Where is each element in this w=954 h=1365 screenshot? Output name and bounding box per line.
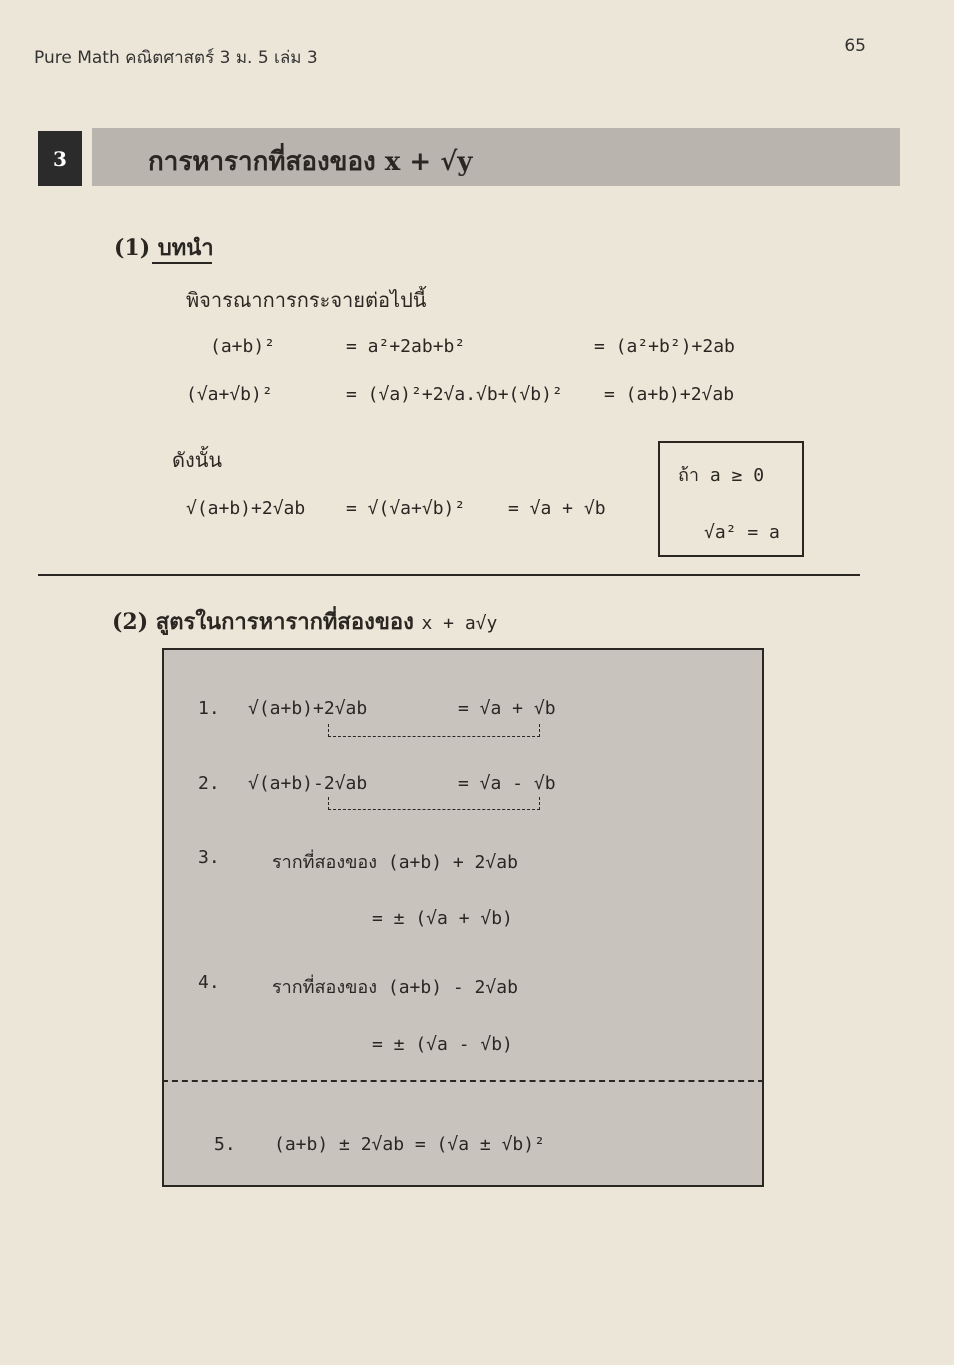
formula-box-divider xyxy=(162,1080,764,1082)
formula5-num: 5. xyxy=(214,1134,236,1155)
intro-heading-underline xyxy=(152,262,212,264)
therefore-label: ดังนั้น xyxy=(172,448,223,472)
formula3-result: = ± (√a + √b) xyxy=(372,908,513,929)
condition-note-line2: √a² = a xyxy=(704,522,780,543)
section-divider xyxy=(38,574,860,576)
intro-row1-rhs: = (a²+b²)+2ab xyxy=(594,336,735,357)
formula3-text: รากที่สองของ (a+b) + 2√ab xyxy=(272,852,518,873)
formula1-num: 1. xyxy=(198,698,220,719)
intro-heading: (1) บทนำ xyxy=(114,235,214,261)
formula2-num: 2. xyxy=(198,773,220,794)
condition-note-line1: ถ้า a ≥ 0 xyxy=(678,465,765,486)
formula2-lhs: √(a+b)-2√ab xyxy=(248,773,368,794)
formula5-text: (a+b) ± 2√ab = (√a ± √b)² xyxy=(274,1134,545,1155)
formula1-rhs: = √a + √b xyxy=(458,698,556,719)
conclusion-rhs: = √a + √b xyxy=(508,498,606,519)
intro-row2-rhs: = (a+b)+2√ab xyxy=(604,384,735,405)
formula2-rhs: = √a - √b xyxy=(458,773,556,794)
page-number: 65 xyxy=(844,36,866,56)
intro-row1-lhs: (a+b)² xyxy=(210,336,276,357)
conclusion-lhs: √(a+b)+2√ab xyxy=(186,498,306,519)
formula4-result: = ± (√a - √b) xyxy=(372,1034,513,1055)
formulas-heading-expr: x + a√y xyxy=(421,613,498,634)
intro-row1-mid: = a²+2ab+b² xyxy=(346,336,466,357)
intro-prompt: พิจารณาการกระจายต่อไปนี้ xyxy=(186,288,427,312)
intro-row2-lhs: (√a+√b)² xyxy=(186,384,273,405)
running-header: Pure Math คณิตศาสตร์ 3 ม. 5 เล่ม 3 xyxy=(34,48,318,68)
formula3-num: 3. xyxy=(198,847,220,868)
section-number: 3 xyxy=(38,131,82,186)
conclusion-mid: = √(√a+√b)² xyxy=(346,498,466,519)
formula2-sign-bracket xyxy=(328,797,540,810)
section-title: การหารากที่สองของ x + √y xyxy=(148,147,473,177)
formula1-lhs: √(a+b)+2√ab xyxy=(248,698,368,719)
formulas-heading-text: (2) สูตรในการหารากที่สองของ xyxy=(112,609,414,635)
formula4-text: รากที่สองของ (a+b) - 2√ab xyxy=(272,977,518,998)
formula1-sign-bracket xyxy=(328,724,540,737)
formulas-heading xyxy=(112,604,497,639)
intro-row2-mid: = (√a)²+2√a.√b+(√b)² xyxy=(346,384,563,405)
formula4-num: 4. xyxy=(198,972,220,993)
